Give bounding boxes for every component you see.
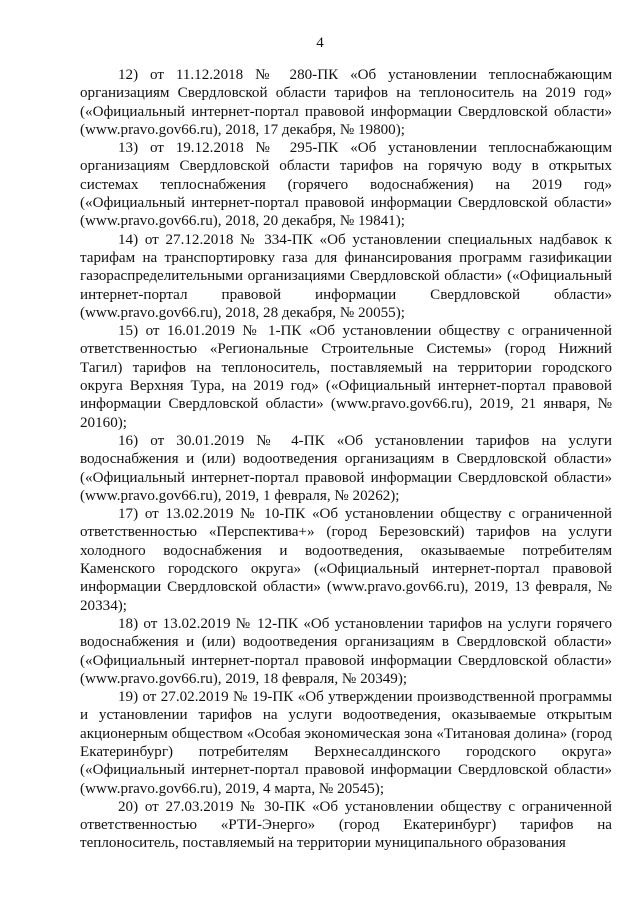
list-item-16: 16) от 30.01.2019 № 4-ПК «Об установлении тарифов на услуги водоснабжения и (или) водоотведения организациям в Свердловской области» («Официальный интернет-портал правовой информации Свердловской области» (www.pravo.gov66.ru), 2019, 1 февраля, № 20262); [80,432,612,504]
list-item-17: 17) от 13.02.2019 № 10-ПК «Об установлении обществу с ограниченной ответственностью «Перспектива+» (город Березовский) тарифов на услуги холодного водоснабжения и водоотведения, оказываемые потребителям Каменского городского округа» («Официальный интернет-портал правовой информации Свердловской области» (www.pravo.gov66.ru), 2019, 13 февраля, № 20334); [80,506,612,614]
list-item-20: 20) от 27.03.2019 № 30-ПК «Об установлении обществу с ограниченной ответственностью «РТИ-Энерго» (город Екатеринбург) тарифов на теплоноситель, поставляемый на территории муниципального образования [80,798,612,852]
list-item-15: 15) от 16.01.2019 № 1-ПК «Об установлении обществу с ограниченной ответственностью «Региональные Строительные Системы» (город Нижний Тагил) тарифов на теплоноситель, поставляемый на территории городского округа Верхняя Тура, на 2019 год» («Официальный интернет-портал правовой информации Свердловской области» (www.pravo.gov66.ru), 2019, 21 января, № 20160); [80,323,612,431]
list-item-13: 13) от 19.12.2018 № 295-ПК «Об установлении теплоснабжающим организациям Свердловской области тарифов на горячую воду в открытых системах теплоснабжения (горячего водоснабжения) на 2019 год» («Официальный интернет-портал правовой информации Свердловской области» (www.pravo.gov66.ru), 2018, 20 декабря, № 19841); [80,140,612,230]
page-number: 4 [316,35,324,51]
list-item-14: 14) от 27.12.2018 № 334-ПК «Об установлении специальных надбавок к тарифам на транспортировку газа для финансирования программ газификации газораспределительными организациями Свердловской области» («Официальный интернет-портал правовой информации Свердловской области» (www.pravo.gov66.ru), 2018, 28 декабря, № 20055); [80,231,612,321]
list-item-19: 19) от 27.02.2019 № 19-ПК «Об утверждении производственной программы и установлении тарифов на услуги водоотведения, оказываемые открытым акционерным обществом «Особая экономическая зона «Титановая долина» (город Екатеринбург) потребителям Верхнесалдинского городского округа» («Официальный интернет-портал правовой информации Свердловской области» (www.pravo.gov66.ru), 2019, 4 марта, № 20545); [80,689,612,797]
document-body [80,66,612,853]
list-item-18: 18) от 13.02.2019 № 12-ПК «Об установлении тарифов на услуги горячего водоснабжения и (или) водоотведения организациям в Свердловской области» («Официальный интернет-портал правовой информации Свердловской области» (www.pravo.gov66.ru), 2019, 18 февраля, № 20349); [80,615,612,687]
list-item-12: 12) от 11.12.2018 № 280-ПК «Об установлении теплоснабжающим организациям Свердловской области тарифов на теплоноситель на 2019 год» («Официальный интернет-портал правовой информации Свердловской области» (www.pravo.gov66.ru), 2018, 17 декабря, № 19800); [80,67,612,138]
